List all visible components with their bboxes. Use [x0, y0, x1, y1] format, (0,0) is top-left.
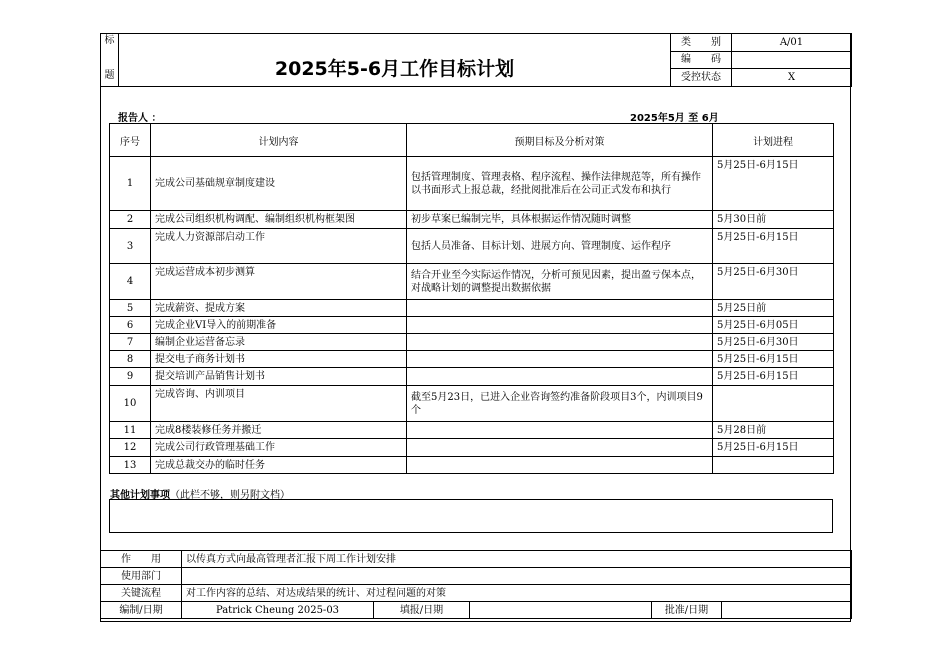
table-row: [110, 264, 834, 300]
row-content: 完成总裁交办的临时任务: [151, 457, 407, 474]
other-plan-items-box: [109, 499, 833, 533]
row-no: 3: [110, 229, 151, 264]
table-row: [110, 351, 834, 368]
plan-period: 2025年5月 至 6月: [630, 113, 719, 124]
row-content: 完成人力资源部启动工作: [151, 229, 407, 264]
row-goal: [407, 422, 713, 439]
document-header: [100, 33, 852, 87]
row-content: 完成运营成本初步测算: [151, 264, 407, 300]
row-progress: 5月25日-6月30日: [713, 264, 834, 300]
col-header-no: 序号: [110, 124, 151, 157]
row-no: 9: [110, 368, 151, 386]
row-no: 4: [110, 264, 151, 300]
page-title: 2025年5-6月工作目标计划: [119, 34, 671, 87]
row-goal: 包括管理制度、管理表格、程序流程、操作法律规范等，所有操作以书面形式上报总裁，经批阅批准后在公司正式发布和执行: [407, 157, 713, 211]
row-progress: 5月25日-6月30日: [713, 334, 834, 351]
table-row: [110, 334, 834, 351]
row-goal: 包括人员准备、目标计划、进展方向、管理制度、运作程序: [407, 229, 713, 264]
title-tag-top: 标: [104, 35, 115, 46]
row-goal: [407, 300, 713, 317]
row-goal: [407, 334, 713, 351]
table-row: [110, 422, 834, 439]
editor-date-label: 编制/日期: [101, 602, 182, 619]
key-process-value: 对工作内容的总结、对达成结果的统计、对过程问题的对策: [182, 585, 852, 602]
row-no: 2: [110, 211, 151, 229]
table-row: [110, 457, 834, 474]
table-row: [110, 229, 834, 264]
row-content: 完成公司行政管理基础工作: [151, 439, 407, 457]
editor-date-value: Patrick Cheung 2025-03: [182, 602, 374, 619]
approve-date-value: [722, 602, 852, 619]
title-tag: [101, 34, 119, 87]
row-content: 完成薪资、提成方案: [151, 300, 407, 317]
row-goal: [407, 457, 713, 474]
table-row: [110, 300, 834, 317]
plan-table: [109, 123, 834, 474]
document-footer: [100, 550, 852, 619]
category-label: 类 别: [671, 34, 732, 52]
col-header-content: 计划内容: [151, 124, 407, 157]
table-row: [110, 157, 834, 211]
table-row: [110, 211, 834, 229]
purpose-label: 作 用: [101, 551, 182, 568]
row-goal: 初步草案已编制完毕，具体根据运作情况随时调整: [407, 211, 713, 229]
department-value: [182, 568, 852, 585]
row-progress: 5月30日前: [713, 211, 834, 229]
row-no: 11: [110, 422, 151, 439]
key-process-label: 关键流程: [101, 585, 182, 602]
code-label: 编 码: [671, 51, 732, 69]
row-goal: [407, 351, 713, 368]
control-status-label: 受控状态: [671, 69, 732, 87]
row-content: 提交电子商务计划书: [151, 351, 407, 368]
row-no: 5: [110, 300, 151, 317]
row-progress: 5月25日-6月15日: [713, 157, 834, 211]
reporter-label: 报告人 ：: [118, 113, 162, 124]
row-progress: 5月25日-6月15日: [713, 229, 834, 264]
row-progress: 5月25日前: [713, 300, 834, 317]
row-no: 12: [110, 439, 151, 457]
plan-table-header: [110, 124, 834, 157]
row-no: 1: [110, 157, 151, 211]
row-content: 完成公司组织机构调配、编制组织机构框架图: [151, 211, 407, 229]
row-progress: 5月25日-6月15日: [713, 439, 834, 457]
row-no: 10: [110, 386, 151, 422]
purpose-value: 以传真方式向最高管理者汇报下周工作计划安排: [182, 551, 852, 568]
approve-date-label: 批准/日期: [652, 602, 722, 619]
fill-date-value: [470, 602, 652, 619]
other-plan-items-label: 其他计划事项: [110, 490, 170, 501]
row-progress: [713, 386, 834, 422]
row-no: 8: [110, 351, 151, 368]
row-content: 完成企业VI导入的前期准备: [151, 317, 407, 334]
row-content: 完成8楼装修任务并搬迁: [151, 422, 407, 439]
row-goal: 截至5月23日，已进入企业咨询签约准备阶段项目3个，内训项目9个: [407, 386, 713, 422]
row-goal: [407, 439, 713, 457]
category-value: A/01: [732, 34, 852, 52]
other-plan-items-note: （此栏不够，则另附文档）: [170, 490, 290, 501]
row-progress: 5月28日前: [713, 422, 834, 439]
row-content: 完成公司基础规章制度建设: [151, 157, 407, 211]
fill-date-label: 填报/日期: [374, 602, 470, 619]
row-no: 13: [110, 457, 151, 474]
row-content: 提交培训产品销售计划书: [151, 368, 407, 386]
row-progress: [713, 457, 834, 474]
row-goal: [407, 317, 713, 334]
table-row: [110, 386, 834, 422]
row-no: 7: [110, 334, 151, 351]
col-header-goal: 预期目标及分析对策: [407, 124, 713, 157]
col-header-progress: 计划进程: [713, 124, 834, 157]
row-progress: 5月25日-6月05日: [713, 317, 834, 334]
control-status-value: X: [732, 69, 852, 87]
row-goal: 结合开业至今实际运作情况，分析可预见因素，提出盈亏保本点，对战略计划的调整提出数据依据: [407, 264, 713, 300]
title-tag-bottom: 题: [104, 70, 115, 81]
row-progress: 5月25日-6月15日: [713, 368, 834, 386]
row-goal: [407, 368, 713, 386]
table-row: [110, 439, 834, 457]
code-value: [732, 51, 852, 69]
table-row: [110, 317, 834, 334]
row-progress: 5月25日-6月15日: [713, 351, 834, 368]
table-row: [110, 368, 834, 386]
row-content: 完成咨询、内训项目: [151, 386, 407, 422]
department-label: 使用部门: [101, 568, 182, 585]
row-content: 编制企业运营备忘录: [151, 334, 407, 351]
row-no: 6: [110, 317, 151, 334]
